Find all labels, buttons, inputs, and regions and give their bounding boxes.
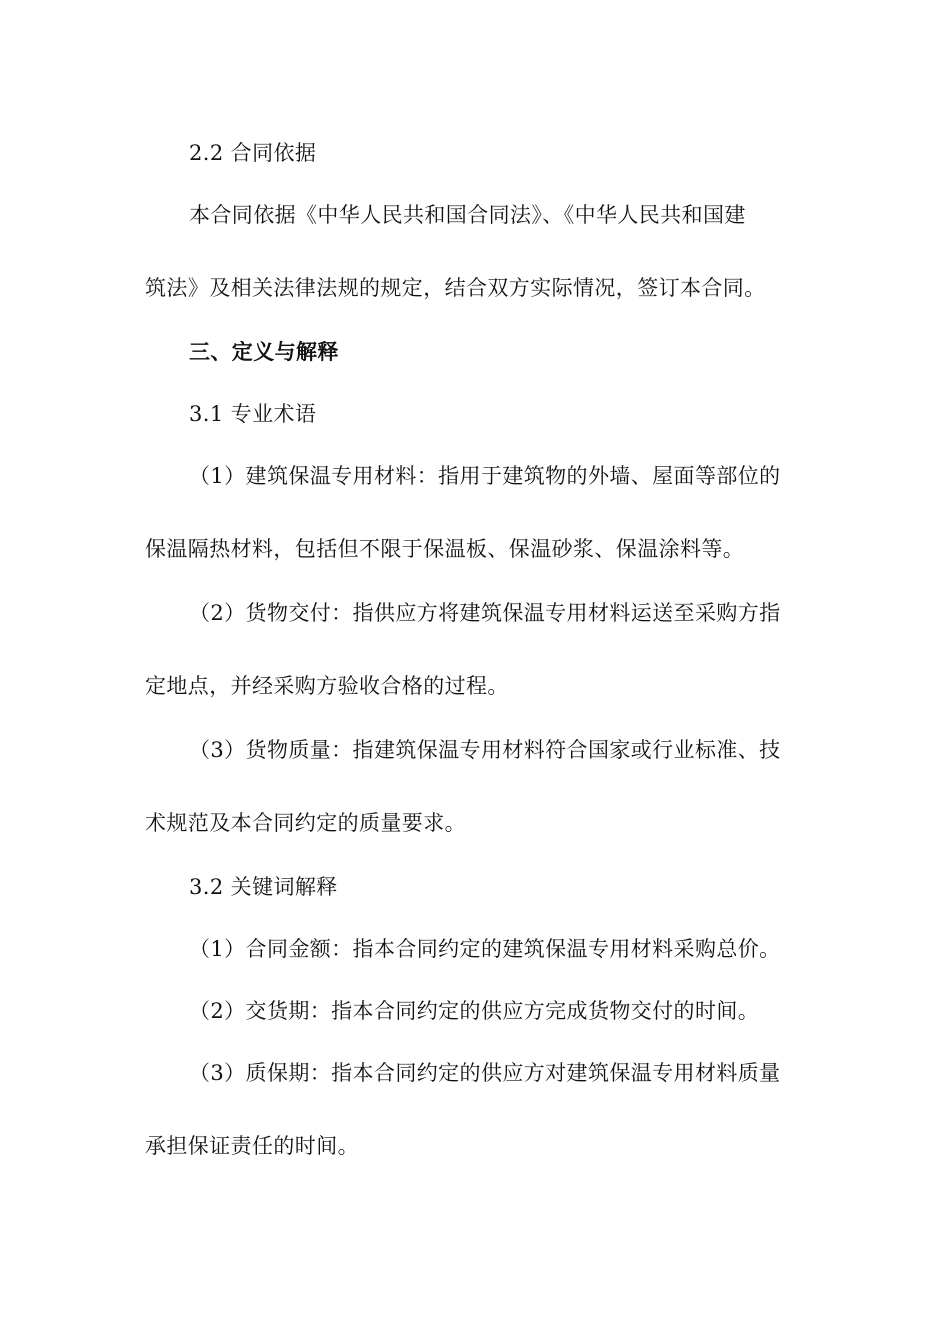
keyword-3-line-1: （3）质保期：指本合同约定的供应方对建筑保温专用材料质量 — [189, 1061, 781, 1085]
term-3-line-1: （3）货物质量：指建筑保温专用材料符合国家或行业标准、技 — [189, 738, 781, 762]
section-3-2-heading: 3.2 关键词解释 — [189, 875, 338, 899]
term-2-line-2: 定地点，并经采购方验收合格的过程。 — [145, 674, 509, 698]
keyword-3-line-2: 承担保证责任的时间。 — [145, 1134, 359, 1158]
section-3-1-heading: 3.1 专业术语 — [189, 402, 317, 426]
section-2-2-paragraph-line-1: 本合同依据《中华人民共和国合同法》、《中华人民共和国建 — [189, 203, 746, 227]
term-2-line-1: （2）货物交付：指供应方将建筑保温专用材料运送至采购方指 — [189, 601, 781, 625]
section-2-2-heading: 2.2 合同依据 — [189, 141, 317, 165]
section-2-2-paragraph-line-2: 筑法》及相关法律法规的规定，结合双方实际情况，签订本合同。 — [145, 276, 766, 300]
term-3-line-2: 术规范及本合同约定的质量要求。 — [145, 811, 466, 835]
term-1-line-1: （1）建筑保温专用材料：指用于建筑物的外墙、屋面等部位的 — [189, 464, 781, 488]
keyword-1: （1）合同金额：指本合同约定的建筑保温专用材料采购总价。 — [189, 937, 781, 961]
term-1-line-2: 保温隔热材料，包括但不限于保温板、保温砂浆、保温涂料等。 — [145, 537, 745, 561]
section-3-heading: 三、定义与解释 — [189, 339, 339, 364]
keyword-2: （2）交货期：指本合同约定的供应方完成货物交付的时间。 — [189, 999, 760, 1023]
